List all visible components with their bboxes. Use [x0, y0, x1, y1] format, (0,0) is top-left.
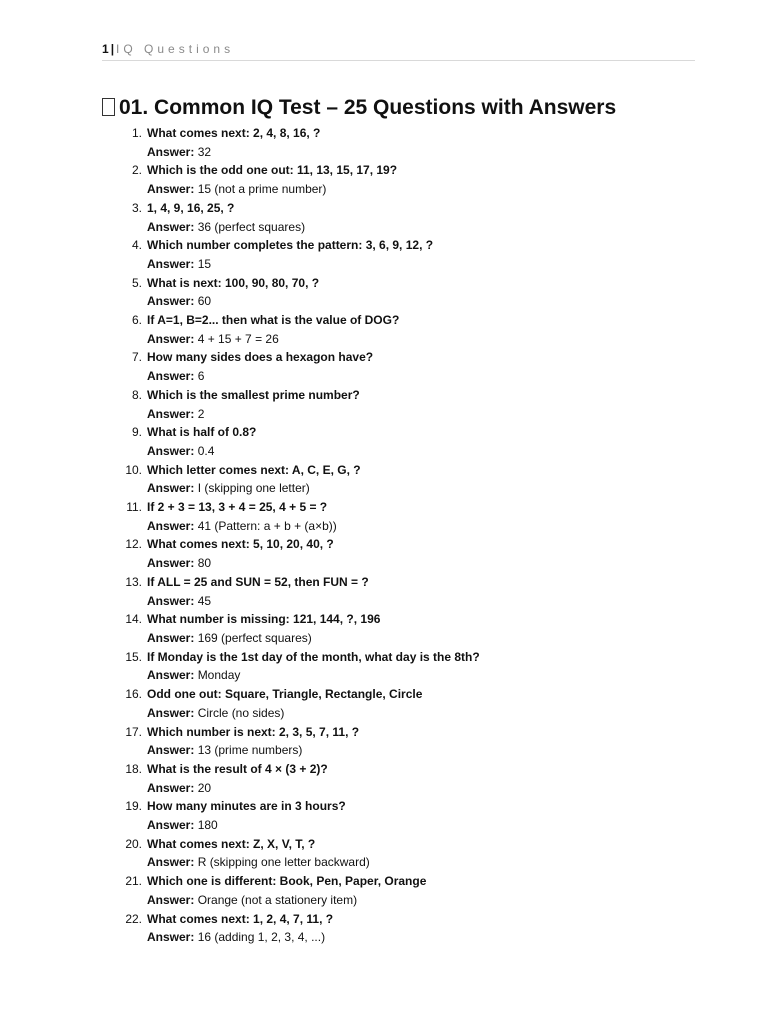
answer-label: Answer:	[147, 144, 195, 159]
answer-row	[147, 292, 678, 311]
question-text: If ALL = 25 and SUN = 52, then FUN = ?	[147, 574, 369, 589]
question-number: 14.	[125, 612, 142, 627]
question-item	[118, 199, 678, 236]
question-text: Which letter comes next: A, C, E, G, ?	[147, 462, 361, 477]
answer-value: 13 (prime numbers)	[197, 743, 303, 758]
question-number: 4.	[131, 238, 142, 253]
answer-value: 20	[197, 780, 212, 795]
question-text: Which number completes the pattern: 3, 6, 9, 12, ?	[147, 238, 434, 253]
question-item	[118, 236, 678, 273]
question-number: 2.	[131, 163, 142, 178]
answer-label: Answer:	[147, 743, 195, 758]
question-item	[118, 498, 678, 535]
question-number: 12.	[125, 537, 142, 552]
answer-label: Answer:	[147, 630, 195, 645]
question-item	[118, 161, 678, 198]
answer-value: Monday	[197, 668, 241, 683]
answer-row	[147, 180, 678, 199]
page-number: 1	[102, 42, 109, 56]
question-number: 5.	[131, 275, 142, 290]
question-text: Which is the odd one out: 11, 13, 15, 17, 19?	[147, 163, 398, 178]
answer-row	[147, 891, 678, 910]
answer-row	[147, 554, 678, 573]
answer-row	[147, 255, 678, 274]
answer-label: Answer:	[147, 369, 195, 384]
question-item	[118, 685, 678, 722]
answer-row	[147, 704, 678, 723]
question-number: 18.	[125, 761, 142, 776]
answer-value: 32	[197, 144, 212, 159]
question-number: 9.	[131, 425, 142, 440]
question-item	[118, 610, 678, 647]
header-title: IQ Questions	[116, 42, 235, 56]
answer-row	[147, 405, 678, 424]
question-number: 16.	[125, 687, 142, 702]
question-number: 11.	[126, 500, 142, 515]
question-item	[118, 835, 678, 872]
question-item	[118, 423, 678, 460]
header-separator: |	[110, 42, 115, 56]
question-item	[118, 535, 678, 572]
question-number: 6.	[131, 313, 142, 328]
answer-value: 36 (perfect squares)	[197, 219, 306, 234]
answer-label: Answer:	[147, 182, 195, 197]
question-number: 13.	[125, 574, 142, 589]
answer-row	[147, 741, 678, 760]
answer-label: Answer:	[147, 556, 195, 571]
question-item	[118, 723, 678, 760]
answer-value: 4 + 15 + 7 = 26	[197, 331, 279, 346]
answer-value: 6	[197, 369, 205, 384]
answer-value: 2	[197, 406, 205, 421]
answer-label: Answer:	[147, 443, 195, 458]
question-text: What is next: 100, 90, 80, 70, ?	[147, 275, 320, 290]
answer-label: Answer:	[147, 780, 195, 795]
answer-label: Answer:	[147, 294, 195, 309]
question-text: How many sides does a hexagon have?	[147, 350, 374, 365]
answer-label: Answer:	[147, 481, 195, 496]
answer-row	[147, 629, 678, 648]
question-item	[118, 311, 678, 348]
answer-row	[147, 779, 678, 798]
answer-value: 16 (adding 1, 2, 3, 4, ...)	[197, 930, 326, 945]
answer-label: Answer:	[147, 219, 195, 234]
answer-value: 41 (Pattern: a + b + (a×b))	[197, 518, 337, 533]
answer-value: 15	[197, 256, 212, 271]
answer-row	[147, 592, 678, 611]
document-title-text: 01. Common IQ Test – 25 Questions with Answers	[119, 96, 617, 119]
answer-row	[147, 816, 678, 835]
question-item	[118, 348, 678, 385]
question-text: What comes next: 2, 4, 8, 16, ?	[147, 126, 321, 140]
answer-value: 180	[197, 818, 218, 833]
answer-value: 169 (perfect squares)	[197, 630, 312, 645]
document-title	[102, 94, 702, 122]
answer-row	[147, 666, 678, 685]
question-text: Odd one out: Square, Triangle, Rectangle, Circle	[147, 687, 423, 702]
answer-value: 45	[197, 593, 212, 608]
answer-row	[147, 853, 678, 872]
question-text: Which is the smallest prime number?	[147, 387, 360, 402]
answer-label: Answer:	[147, 406, 195, 421]
answer-value: Orange (not a stationery item)	[197, 892, 358, 907]
question-text: What comes next: Z, X, V, T, ?	[147, 836, 316, 851]
question-item	[118, 124, 678, 161]
question-text: If Monday is the 1st day of the month, what day is the 8th?	[147, 649, 480, 664]
answer-label: Answer:	[147, 331, 195, 346]
answer-row	[147, 330, 678, 349]
question-text: If 2 + 3 = 13, 3 + 4 = 25, 4 + 5 = ?	[147, 500, 328, 515]
question-item	[118, 648, 678, 685]
answer-value: Circle (no sides)	[197, 705, 285, 720]
question-text: What number is missing: 121, 144, ?, 196	[147, 612, 381, 627]
question-item	[118, 872, 678, 909]
missing-glyph-icon	[102, 98, 115, 116]
answer-row	[147, 442, 678, 461]
question-item	[118, 461, 678, 498]
answer-label: Answer:	[147, 705, 195, 720]
question-number: 8.	[131, 387, 142, 402]
question-number: 15.	[125, 649, 142, 664]
question-number: 21.	[125, 874, 142, 889]
answer-label: Answer:	[147, 518, 195, 533]
answer-label: Answer:	[147, 892, 195, 907]
answer-row	[147, 479, 678, 498]
answer-row	[147, 928, 678, 947]
answer-label: Answer:	[147, 930, 195, 945]
answer-label: Answer:	[147, 593, 195, 608]
question-text: Which number is next: 2, 3, 5, 7, 11, ?	[147, 724, 360, 739]
answer-value: I (skipping one letter)	[197, 481, 310, 496]
answer-row	[147, 143, 678, 162]
question-item	[118, 573, 678, 610]
answer-row	[147, 218, 678, 237]
question-number: 7.	[131, 350, 142, 365]
question-text: What is half of 0.8?	[147, 425, 257, 440]
answer-value: 0.4	[197, 443, 215, 458]
answer-label: Answer:	[147, 818, 195, 833]
answer-label: Answer:	[147, 256, 195, 271]
question-number: 10.	[125, 462, 142, 477]
answer-row	[147, 367, 678, 386]
question-text: 1, 4, 9, 16, 25, ?	[147, 200, 235, 215]
answer-value: 60	[197, 294, 212, 309]
page-header	[102, 40, 695, 61]
question-text: What comes next: 1, 2, 4, 7, 11, ?	[147, 911, 334, 926]
question-text: If A=1, B=2... then what is the value of DOG?	[147, 313, 400, 328]
question-list	[118, 124, 678, 947]
answer-value: 15 (not a prime number)	[197, 182, 327, 197]
question-item	[118, 910, 678, 947]
question-number: 20.	[125, 836, 142, 851]
question-number: 17.	[125, 724, 142, 739]
answer-label: Answer:	[147, 668, 195, 683]
question-number: 22.	[125, 911, 142, 926]
answer-label: Answer:	[147, 855, 195, 870]
question-number: 19.	[125, 799, 142, 814]
answer-value: R (skipping one letter backward)	[197, 855, 370, 870]
answer-value: 80	[197, 556, 212, 571]
question-text: Which one is different: Book, Pen, Paper, Orange	[147, 874, 427, 889]
question-number: 3.	[131, 200, 142, 215]
question-item	[118, 797, 678, 834]
question-item	[118, 274, 678, 311]
question-text: What comes next: 5, 10, 20, 40, ?	[147, 537, 334, 552]
question-item	[118, 386, 678, 423]
question-text: What is the result of 4 × (3 + 2)?	[147, 761, 328, 776]
question-item	[118, 760, 678, 797]
question-number: 1.	[131, 126, 142, 140]
answer-row	[147, 517, 678, 536]
question-text: How many minutes are in 3 hours?	[147, 799, 346, 814]
